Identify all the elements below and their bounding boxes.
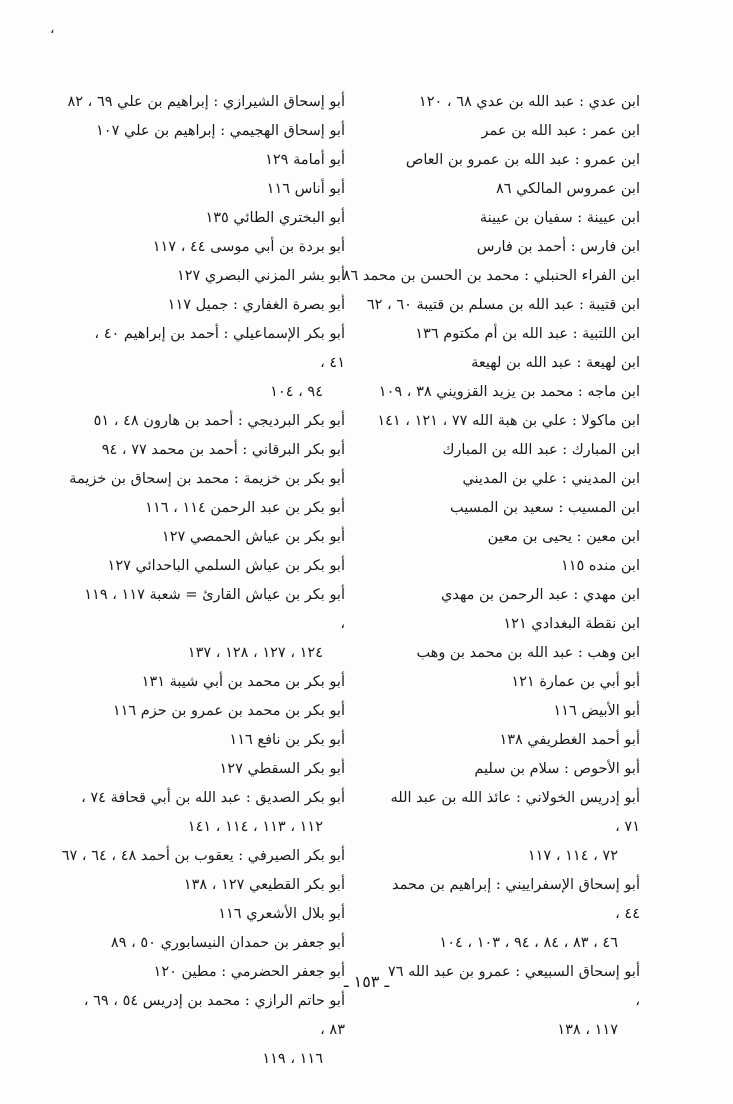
- index-entry: [382, 233, 640, 262]
- index-entry-continuation: ٧٢ ، ١١٤ ، ١١٧: [527, 848, 618, 864]
- index-entry: [75, 175, 345, 204]
- index-entry: [382, 610, 640, 639]
- index-entry: [75, 668, 345, 697]
- index-entry-text: أبو بكر بن محمد بن عمرو بن حزم ١١٦: [112, 703, 345, 719]
- index-entry-continuation: ١١٦ ، ١١٩: [262, 1051, 323, 1067]
- index-entry-text: أبو أناس ١١٦: [266, 181, 345, 197]
- index-entry-text: أبو بلال الأشعري ١١٦: [218, 906, 345, 922]
- index-entry: [75, 755, 345, 784]
- index-entry-text: أبو إسحاق السبيعي : عمرو بن عبد الله ٧٦ ،: [387, 964, 640, 1009]
- index-entry-text: أبو أبي بن عمارة ١٢١: [511, 674, 640, 690]
- index-entry-text: ابن فارس : أحمد بن فارس: [476, 239, 640, 255]
- page-number: ـ ١٥٣ ـ: [343, 972, 390, 991]
- index-entry: [75, 726, 345, 755]
- index-entry-text: أبو بكر الصيرفي : يعقوب بن أحمد ٤٨ ، ٦٤ ، ٦٧: [61, 848, 345, 864]
- index-column-left: [61, 88, 345, 1074]
- index-entry: [382, 320, 640, 349]
- index-entry: [382, 465, 640, 494]
- index-entry-text: أبو بكر بن عياش السلمي الباحدائي ١٢٧: [107, 558, 345, 574]
- index-entry-text: أبو الأحوص : سلام بن سليم: [474, 761, 640, 777]
- index-entry-text: ابن عيينة : سفيان بن عيينة: [479, 210, 640, 226]
- index-entry-text: ابن وهب : عبد الله بن محمد بن وهب: [416, 645, 640, 661]
- index-entry-text: أبو بكر الصديق : عبد الله بن أبي قحافة ٧٤ ،: [81, 790, 345, 806]
- index-entry: [75, 436, 345, 465]
- index-entry-continuation: ١١٧ ، ١٣٨: [557, 1022, 618, 1038]
- index-entry: [382, 204, 640, 233]
- index-entry: [377, 407, 640, 436]
- index-entry-text: أبو بكر البرقاني : أحمد بن محمد ٧٧ ، ٩٤: [101, 442, 345, 458]
- index-entry: [75, 581, 345, 668]
- index-entry-text: ابن المديني : علي بن المديني: [462, 471, 640, 487]
- index-entry-text: ابن مهدي : عبد الرحمن بن مهدي: [440, 587, 640, 603]
- index-entry-text: ابن الفراء الحنبلي : محمد بن الحسن بن محمد ٨٦: [342, 268, 640, 284]
- index-entry: [61, 842, 345, 871]
- index-entry: [378, 378, 640, 407]
- index-entry: [382, 552, 640, 581]
- index-entry: [382, 697, 640, 726]
- index-entry: [75, 407, 345, 436]
- index-entry: [382, 639, 640, 668]
- index-entry: [382, 349, 640, 378]
- index-entry-text: أبو جعفر الحضرمي : مطين ١٢٠: [153, 964, 345, 980]
- index-entry-text: ابن عمر : عبد الله بن عمر: [481, 123, 640, 139]
- index-entry-text: أبو البختري الطائي ١٣٥: [205, 210, 345, 226]
- index-entry-text: ابن ماجه : محمد بن يزيد القزويني ٣٨ ، ١٠٩: [378, 384, 640, 400]
- index-entry: [75, 900, 345, 929]
- index-entry: [382, 523, 640, 552]
- index-entry-text: ابن المسيب : سعيد بن المسيب: [450, 500, 640, 516]
- index-entry-text: أبو إسحاق الإسفراييني : إبراهيم بن محمد ٤٤ ،: [392, 877, 640, 922]
- index-entry: [75, 262, 345, 291]
- index-entry-text: أبو بكر بن عبد الرحمن ١١٤ ، ١١٦: [145, 500, 345, 516]
- index-entry-continuation: ١١٢ ، ١١٣ ، ١١٤ ، ١٤١: [187, 819, 323, 835]
- index-entry: [75, 204, 345, 233]
- index-entry: [382, 175, 640, 204]
- index-entry-text: أبو حاتم الرازي : محمد بن إدريس ٥٤ ، ٦٩ ، ٨٣ ،: [83, 993, 345, 1038]
- index-entry-text: ابن نقطة البغدادي ١٢١: [503, 616, 640, 632]
- index-entry-text: أبو إسحاق الهجيمي : إبراهيم بن علي ١٠٧: [96, 123, 345, 139]
- index-entry: [75, 697, 345, 726]
- index-entry: [382, 436, 640, 465]
- index-entry: [366, 291, 640, 320]
- index-entry-text: أبو بصرة الغفاري : جميل ١١٧: [167, 297, 345, 313]
- index-entry-text: ابن عمروس المالكي ٨٦: [495, 181, 640, 197]
- index-entry-text: أبو الأبيض ١١٦: [553, 703, 640, 719]
- index-entry: [75, 929, 345, 958]
- index-entry-text: أبو إدريس الخولاني : عائذ الله بن عبد الله ٧١ ،: [390, 790, 640, 835]
- index-entry: [382, 117, 640, 146]
- index-entry: [382, 146, 640, 175]
- index-entry-text: أبو أمامة ١٢٩: [265, 152, 345, 168]
- index-entry: [75, 494, 345, 523]
- index-entry-text: ابن عمرو : عبد الله بن عمرو بن العاص: [405, 152, 640, 168]
- index-entry-text: أبو بكر بن نافع ١١٦: [229, 732, 345, 748]
- index-entry-text: أبو بكر بن خزيمة : محمد بن إسحاق بن خزيمة: [69, 471, 345, 487]
- index-entry-text: أبو إسحاق الشيرازي : إبراهيم بن علي ٦٩ ، ٨٢: [67, 94, 345, 110]
- index-entry: [75, 523, 345, 552]
- index-entry: [75, 552, 345, 581]
- index-entry-text: أبو بكر الإسماعيلي : أحمد بن إبراهيم ٤٠ ، ٤١ ،: [94, 326, 345, 371]
- index-entry-text: أبو بكر السقطي ١٢٧: [219, 761, 345, 777]
- index-entry: [382, 871, 640, 958]
- index-entry: [382, 668, 640, 697]
- index-entry-continuation: ٤٦ ، ٨٣ ، ٨٤ ، ٩٤ ، ١٠٣ ، ١٠٤: [439, 935, 618, 951]
- index-entry-text: ابن اللتبية : عبد الله بن أم مكتوم ١٣٦: [415, 326, 640, 342]
- index-entry-text: ابن ماكولا : علي بن هبة الله ٧٧ ، ١٢١ ، ١٤١: [377, 413, 640, 429]
- index-entry: [382, 88, 640, 117]
- index-entry: [75, 784, 345, 842]
- index-entry-text: أبو جعفر بن حمدان النيسابوري ٥٠ ، ٨٩: [110, 935, 345, 951]
- index-entry-text: ابن قتيبة : عبد الله بن مسلم بن قتيبة ٦٠ ، ٦٢: [366, 297, 640, 313]
- index-entry-text: أبو بكر القطيعي ١٢٧ ، ١٣٨: [183, 877, 345, 893]
- index-entry-text: ابن منده ١١٥: [560, 558, 640, 574]
- index-entry: [342, 262, 640, 291]
- page-corner-mark: ،: [50, 21, 55, 37]
- index-entry: [69, 465, 345, 494]
- index-entry: [75, 117, 345, 146]
- index-entry: [382, 581, 640, 610]
- index-entry-text: ابن عدي : عبد الله بن عدي ٦٨ ، ١٢٠: [418, 94, 640, 110]
- index-entry: [67, 88, 345, 117]
- index-entry-text: ابن لهيعة : عبد الله بن لهيعة: [471, 355, 640, 371]
- index-entry: [382, 784, 640, 871]
- index-entry-text: أبو بكر بن محمد بن أبي شيبة ١٣١: [141, 674, 345, 690]
- index-entry: [382, 494, 640, 523]
- index-entry-text: أبو بكر بن عياش الحمصي ١٢٧: [161, 529, 345, 545]
- index-entry: [75, 146, 345, 175]
- index-entry: [382, 755, 640, 784]
- index-entry-text: أبو بكر بن عياش القارئ = شعبة ١١٧ ، ١١٩ ،: [84, 587, 345, 632]
- index-entry: [75, 291, 345, 320]
- index-entry-text: أبو أحمد الغطريفي ١٣٨: [499, 732, 640, 748]
- index-entry: [75, 987, 345, 1074]
- index-entry-text: ابن المبارك : عبد الله بن المبارك: [442, 442, 640, 458]
- index-entry: [75, 871, 345, 900]
- index-entry: [75, 233, 345, 262]
- index-entry-text: أبو بردة بن أبي موسى ٤٤ ، ١١٧: [152, 239, 345, 255]
- index-entry-continuation: ٩٤ ، ١٠٤: [270, 384, 323, 400]
- index-entry-text: أبو بكر البرديجي : أحمد بن هارون ٤٨ ، ٥١: [93, 413, 345, 429]
- index-entry-continuation: ١٢٤ ، ١٢٧ ، ١٢٨ ، ١٣٧: [187, 645, 323, 661]
- index-entry: [382, 726, 640, 755]
- index-entry-text: ابن معين : يحيى بن معين: [487, 529, 640, 545]
- index-entry: [75, 320, 345, 407]
- index-entry-text: أبو بشر المزني البصري ١٢٧: [176, 268, 345, 284]
